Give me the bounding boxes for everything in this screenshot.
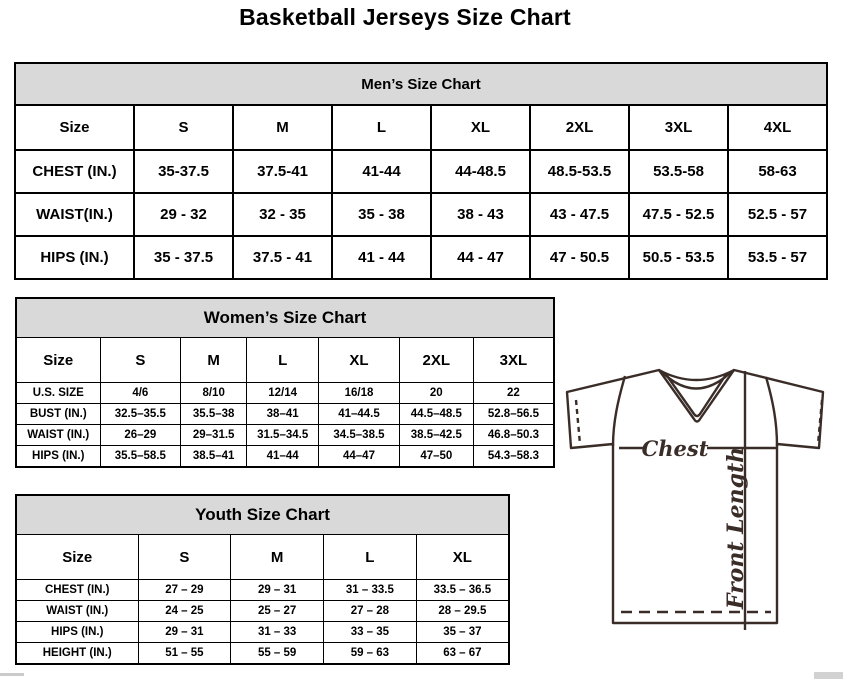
mens-row-hips [15, 236, 827, 279]
cell: 33.5 – 36.5 [416, 580, 509, 601]
cell: 34.5–38.5 [319, 425, 400, 446]
cell: 35 – 37 [416, 622, 509, 643]
cell: 41 - 44 [332, 236, 431, 279]
row-label: HIPS (IN.) [16, 622, 138, 643]
mens-row-waist [15, 193, 827, 236]
womens-table-header-row [16, 298, 554, 338]
left-cuff-dashed-line [576, 400, 580, 444]
cell: 28 – 29.5 [416, 601, 509, 622]
row-label: WAIST (IN.) [16, 601, 138, 622]
column-header: L [324, 535, 417, 580]
cell: 24 – 25 [138, 601, 231, 622]
cell: 27 – 28 [324, 601, 417, 622]
womens-row-waist [16, 425, 554, 446]
column-header: S [138, 535, 231, 580]
cell: 38.5–41 [181, 446, 247, 468]
cell: 44-48.5 [431, 150, 530, 193]
cell: 16/18 [319, 383, 400, 404]
youth-row-hips [16, 622, 509, 643]
cell: 47.5 - 52.5 [629, 193, 728, 236]
cell: 26–29 [100, 425, 181, 446]
youth-row-waist [16, 601, 509, 622]
cell: 8/10 [181, 383, 247, 404]
row-label: BUST (IN.) [16, 404, 100, 425]
column-header: 2XL [530, 105, 629, 150]
cell: 31.5–34.5 [247, 425, 319, 446]
row-label: CHEST (IN.) [16, 580, 138, 601]
cell: 58-63 [728, 150, 827, 193]
womens-table-title: Women’s Size Chart [16, 298, 554, 338]
column-header: Size [15, 105, 134, 150]
womens-size-table [15, 297, 555, 468]
cell: 41–44 [247, 446, 319, 468]
cell: 51 – 55 [138, 643, 231, 665]
scrollbar-fragment-left [0, 673, 24, 676]
column-header: L [247, 338, 319, 383]
cell: 4/6 [100, 383, 181, 404]
cell: 31 – 33.5 [324, 580, 417, 601]
column-header: L [332, 105, 431, 150]
cell: 32.5–35.5 [100, 404, 181, 425]
womens-row-us-size [16, 383, 554, 404]
front-length-label: Front Length [723, 446, 749, 610]
cell: 38–41 [247, 404, 319, 425]
cell: 63 – 67 [416, 643, 509, 665]
column-header: 2XL [399, 338, 473, 383]
cell: 29 – 31 [231, 580, 324, 601]
row-label: HEIGHT (IN.) [16, 643, 138, 665]
cell: 22 [473, 383, 554, 404]
cell: 47 - 50.5 [530, 236, 629, 279]
cell: 20 [399, 383, 473, 404]
column-header: S [100, 338, 181, 383]
womens-column-header-row [16, 338, 554, 383]
row-label: HIPS (IN.) [15, 236, 134, 279]
cell: 52.8–56.5 [473, 404, 554, 425]
cell: 37.5 - 41 [233, 236, 332, 279]
cell: 12/14 [247, 383, 319, 404]
jersey-outline [567, 370, 823, 630]
cell: 41–44.5 [319, 404, 400, 425]
cell: 44.5–48.5 [399, 404, 473, 425]
cell: 44–47 [319, 446, 400, 468]
mens-size-table [14, 62, 828, 280]
column-header: M [233, 105, 332, 150]
youth-table-header-row [16, 495, 509, 535]
youth-column-header-row [16, 535, 509, 580]
cell: 47–50 [399, 446, 473, 468]
cell: 48.5-53.5 [530, 150, 629, 193]
cell: 50.5 - 53.5 [629, 236, 728, 279]
cell: 46.8–50.3 [473, 425, 554, 446]
column-header: Size [16, 338, 100, 383]
cell: 54.3–58.3 [473, 446, 554, 468]
column-header: 4XL [728, 105, 827, 150]
cell: 35-37.5 [134, 150, 233, 193]
cell: 38.5–42.5 [399, 425, 473, 446]
mens-table-header-row [15, 63, 827, 105]
row-label: WAIST (IN.) [16, 425, 100, 446]
cell: 52.5 - 57 [728, 193, 827, 236]
cell: 33 – 35 [324, 622, 417, 643]
cell: 43 - 47.5 [530, 193, 629, 236]
youth-row-height [16, 643, 509, 665]
row-label: HIPS (IN.) [16, 446, 100, 468]
row-label: WAIST(IN.) [15, 193, 134, 236]
column-header: M [181, 338, 247, 383]
cell: 25 – 27 [231, 601, 324, 622]
cell: 31 – 33 [231, 622, 324, 643]
cell: 53.5 - 57 [728, 236, 827, 279]
cell: 35 - 38 [332, 193, 431, 236]
column-header: XL [431, 105, 530, 150]
row-label: U.S. SIZE [16, 383, 100, 404]
cell: 53.5-58 [629, 150, 728, 193]
cell: 59 – 63 [324, 643, 417, 665]
mens-row-chest [15, 150, 827, 193]
scrollbar-fragment-right [814, 672, 843, 679]
mens-column-header-row [15, 105, 827, 150]
cell: 55 – 59 [231, 643, 324, 665]
cell: 29 – 31 [138, 622, 231, 643]
column-header: S [134, 105, 233, 150]
column-header: M [231, 535, 324, 580]
column-header: XL [416, 535, 509, 580]
column-header: 3XL [629, 105, 728, 150]
cell: 41-44 [332, 150, 431, 193]
cell: 35.5–38 [181, 404, 247, 425]
womens-row-hips [16, 446, 554, 468]
cell: 29 - 32 [134, 193, 233, 236]
youth-row-chest [16, 580, 509, 601]
column-header: XL [319, 338, 400, 383]
row-label: CHEST (IN.) [15, 150, 134, 193]
cell: 38 - 43 [431, 193, 530, 236]
youth-size-table [15, 494, 510, 665]
column-header: Size [16, 535, 138, 580]
mens-table-title: Men’s Size Chart [15, 63, 827, 105]
jersey-measurement-diagram [555, 360, 843, 679]
cell: 32 - 35 [233, 193, 332, 236]
cell: 35 - 37.5 [134, 236, 233, 279]
cell: 27 – 29 [138, 580, 231, 601]
cell: 35.5–58.5 [100, 446, 181, 468]
cell: 37.5-41 [233, 150, 332, 193]
chest-label: Chest [641, 436, 709, 461]
youth-table-title: Youth Size Chart [16, 495, 509, 535]
cell: 44 - 47 [431, 236, 530, 279]
womens-row-bust [16, 404, 554, 425]
column-header: 3XL [473, 338, 554, 383]
page-title: Basketball Jerseys Size Chart [239, 4, 571, 30]
cell: 29–31.5 [181, 425, 247, 446]
